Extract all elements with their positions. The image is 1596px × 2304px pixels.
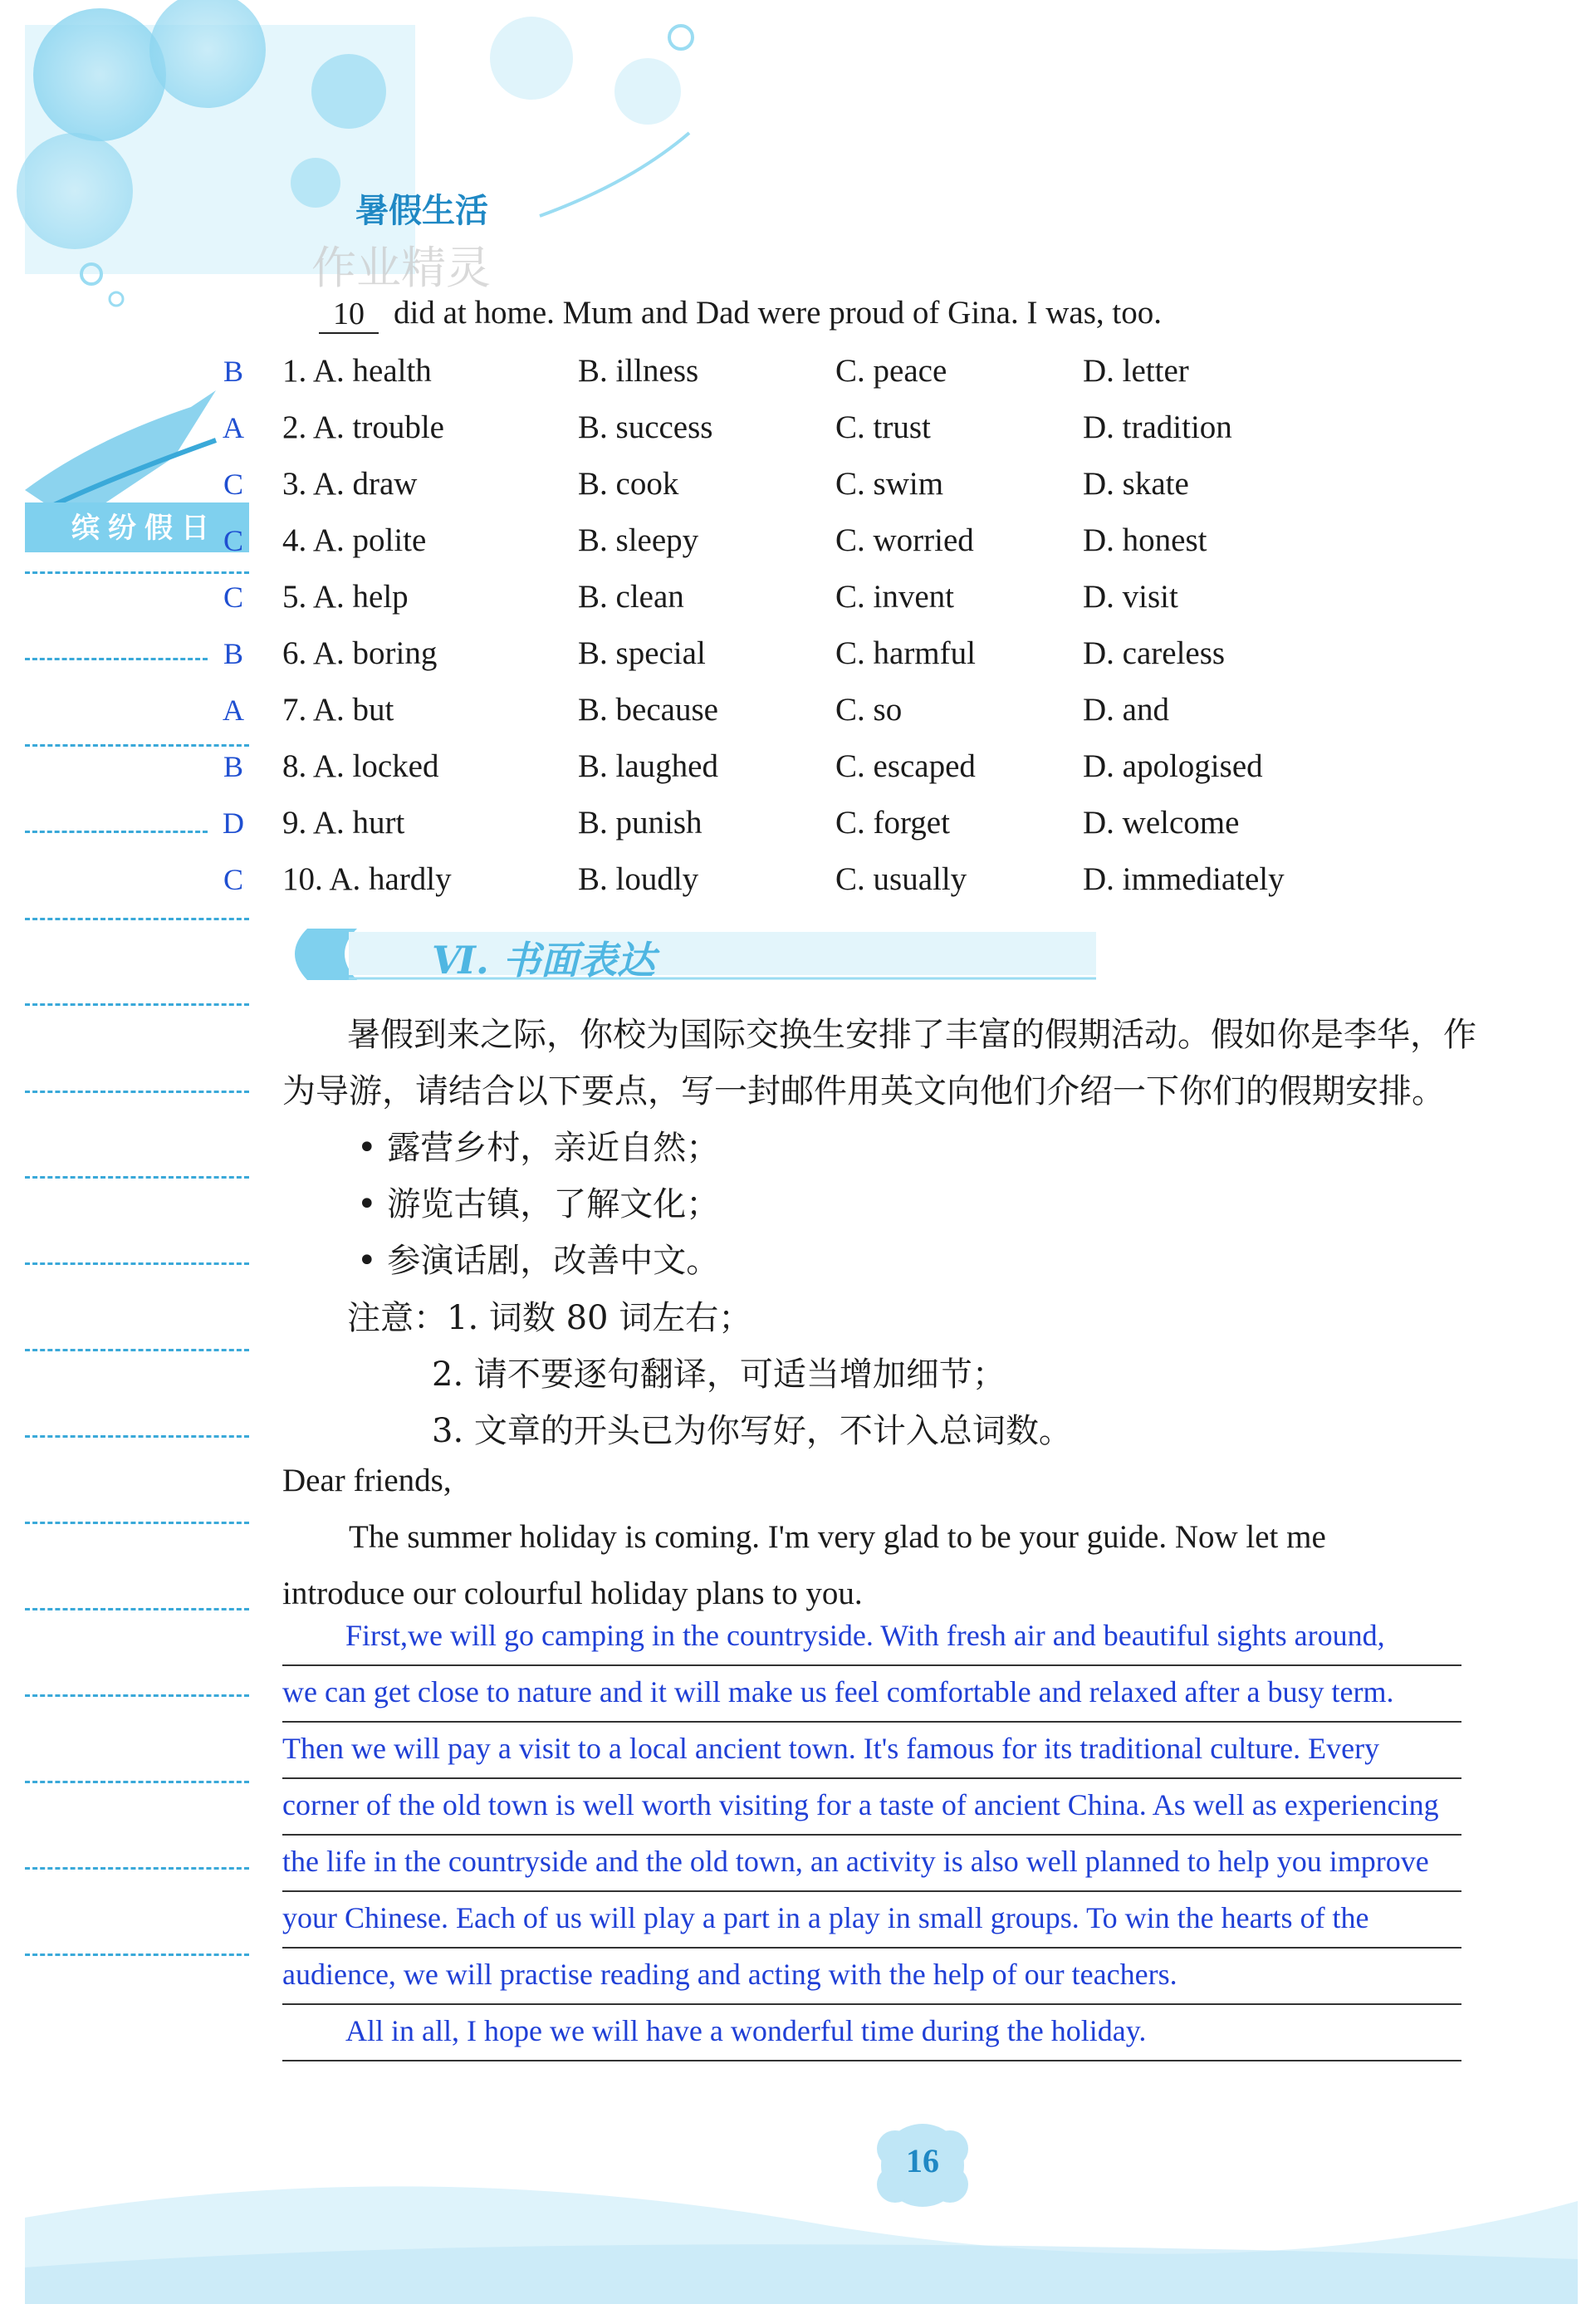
answer-mark: B [223, 355, 243, 388]
prompt-line-1: 暑假到来之际，你校为国际交换生安排了丰富的假期活动。假如你是李华，作 [347, 1016, 1476, 1054]
answer-mark: C [223, 468, 243, 501]
option-d: D. visit [1083, 579, 1178, 615]
option-b: B. punish [578, 805, 703, 841]
section-header [282, 920, 1113, 987]
option-num: 5. A. help [282, 579, 409, 615]
page-number: 16 [906, 2142, 939, 2179]
page-number-badge [870, 2120, 975, 2211]
option-b: B. loudly [578, 861, 699, 897]
option-num: 4. A. polite [282, 522, 427, 558]
option-num: 6. A. boring [282, 635, 438, 671]
essay-line: Then we will pay a visit to a local ancient town. It's famous for its traditional culture. Every [282, 1732, 1380, 1765]
answer-mark: D [223, 806, 244, 840]
footer-wave-decoration [0, 2126, 1596, 2304]
writing-rule-line [282, 1777, 1461, 1779]
option-b: B. sleepy [578, 522, 699, 558]
answer-mark: C [223, 581, 243, 614]
essay-line: corner of the old town is well worth visiting for a taste of ancient China. As well as experiencing [282, 1788, 1439, 1821]
option-b: B. because [578, 692, 718, 728]
letter-greeting: Dear friends, [282, 1463, 452, 1498]
option-c: C. trust [835, 409, 931, 445]
option-num: 1. A. health [282, 353, 432, 389]
margin-dash [25, 1781, 249, 1783]
option-c: C. escaped [835, 748, 976, 784]
margin-dash [25, 1522, 249, 1524]
intro-blank: 10 [319, 296, 379, 334]
note-3: 3. 文章的开头已为你写好，不计入总词数。 [432, 1412, 1072, 1450]
margin-dash [25, 918, 249, 920]
margin-dash [25, 1091, 249, 1093]
option-c: C. peace [835, 353, 947, 389]
prompt-bullet-3: • 参演话剧，改善中文。 [357, 1242, 720, 1280]
margin-dash [25, 571, 249, 574]
answer-mark: A [223, 694, 244, 727]
note-1: 注意：1. 词数 80 词左右； [347, 1299, 752, 1337]
side-banner-label: 缤纷假日 [71, 512, 218, 545]
option-b: B. special [578, 635, 706, 671]
writing-rule-line [282, 2003, 1461, 2005]
intro-text: did at home. Mum and Dad were proud of Gina. I was, too. [394, 295, 1162, 331]
option-c: C. swim [835, 466, 944, 502]
option-b: B. clean [578, 579, 684, 615]
margin-dash [25, 1867, 249, 1870]
option-c: C. invent [835, 579, 954, 615]
book-title: 暑假生活 [355, 192, 488, 230]
watermark: 作业精灵 [311, 242, 491, 294]
margin-dash [25, 1435, 249, 1438]
option-b: B. success [578, 409, 713, 445]
option-num: 9. A. hurt [282, 805, 405, 841]
letter-line-1: The summer holiday is coming. I'm very glad to be your guide. Now let me [349, 1519, 1326, 1555]
option-d: D. apologised [1083, 748, 1263, 784]
option-c: C. harmful [835, 635, 976, 671]
option-b: B. cook [578, 466, 679, 502]
option-num: 3. A. draw [282, 466, 418, 502]
option-c: C. worried [835, 522, 974, 558]
essay-line: your Chinese. Each of us will play a part in a play in small groups. To win the hearts of the [282, 1901, 1369, 1934]
margin-dash [25, 1003, 249, 1006]
answer-mark: B [223, 637, 243, 670]
answer-mark: A [223, 411, 244, 444]
writing-rule-line [282, 2060, 1461, 2061]
margin-dash [25, 1349, 249, 1351]
option-d: D. and [1083, 692, 1169, 728]
writing-rule-line [282, 1890, 1461, 1892]
essay-line: we can get close to nature and it will make us feel comfortable and relaxed after a busy term. [282, 1675, 1394, 1708]
margin-dash [25, 1262, 249, 1265]
margin-dash [25, 744, 249, 747]
prompt-bullet-1: • 露营乡村，亲近自然； [357, 1129, 720, 1167]
option-c: C. forget [835, 805, 950, 841]
section-title: Ⅵ. 书面表达 [432, 938, 655, 983]
essay-line: audience, we will practise reading and acting with the help of our teachers. [282, 1958, 1177, 1991]
margin-dash [25, 1953, 249, 1956]
option-b: B. illness [578, 353, 699, 389]
option-d: D. letter [1083, 353, 1189, 389]
essay-line: All in all, I hope we will have a wonderful time during the holiday. [345, 2014, 1147, 2047]
option-b: B. laughed [578, 748, 718, 784]
letter-line-2: introduce our colourful holiday plans to you. [282, 1576, 863, 1611]
option-c: C. usually [835, 861, 967, 897]
option-d: D. welcome [1083, 805, 1240, 841]
answer-mark: B [223, 750, 243, 783]
margin-dash [25, 1608, 249, 1610]
option-d: D. honest [1083, 522, 1207, 558]
writing-rule-line [282, 1834, 1461, 1836]
note-2: 2. 请不要逐句翻译，可适当增加细节； [432, 1355, 1006, 1394]
option-d: D. immediately [1083, 861, 1285, 897]
answer-mark: C [223, 524, 243, 557]
answer-mark: C [223, 863, 243, 896]
essay-line: the life in the countryside and the old town, an activity is also well planned to help you improve [282, 1845, 1429, 1878]
prompt-line-2: 为导游，请结合以下要点，写一封邮件用英文向他们介绍一下你们的假期安排。 [282, 1072, 1445, 1110]
margin-dash [25, 831, 208, 833]
margin-dash [25, 1694, 249, 1697]
option-num: 8. A. locked [282, 748, 439, 784]
writing-rule-line [282, 1664, 1461, 1666]
option-num: 10. A. hardly [282, 861, 452, 897]
prompt-bullet-2: • 游览古镇，了解文化； [357, 1185, 720, 1223]
section-header-decoration [282, 920, 1113, 987]
writing-rule-line [282, 1721, 1461, 1723]
option-num: 7. A. but [282, 692, 394, 728]
option-num: 2. A. trouble [282, 409, 444, 445]
option-d: D. skate [1083, 466, 1189, 502]
writing-rule-line [282, 1947, 1461, 1949]
margin-dash [25, 658, 208, 660]
option-d: D. tradition [1083, 409, 1232, 445]
option-c: C. so [835, 692, 903, 728]
margin-dash [25, 1176, 249, 1179]
option-d: D. careless [1083, 635, 1226, 671]
essay-line: First,we will go camping in the countryside. With fresh air and beautiful sights around, [345, 1619, 1385, 1652]
